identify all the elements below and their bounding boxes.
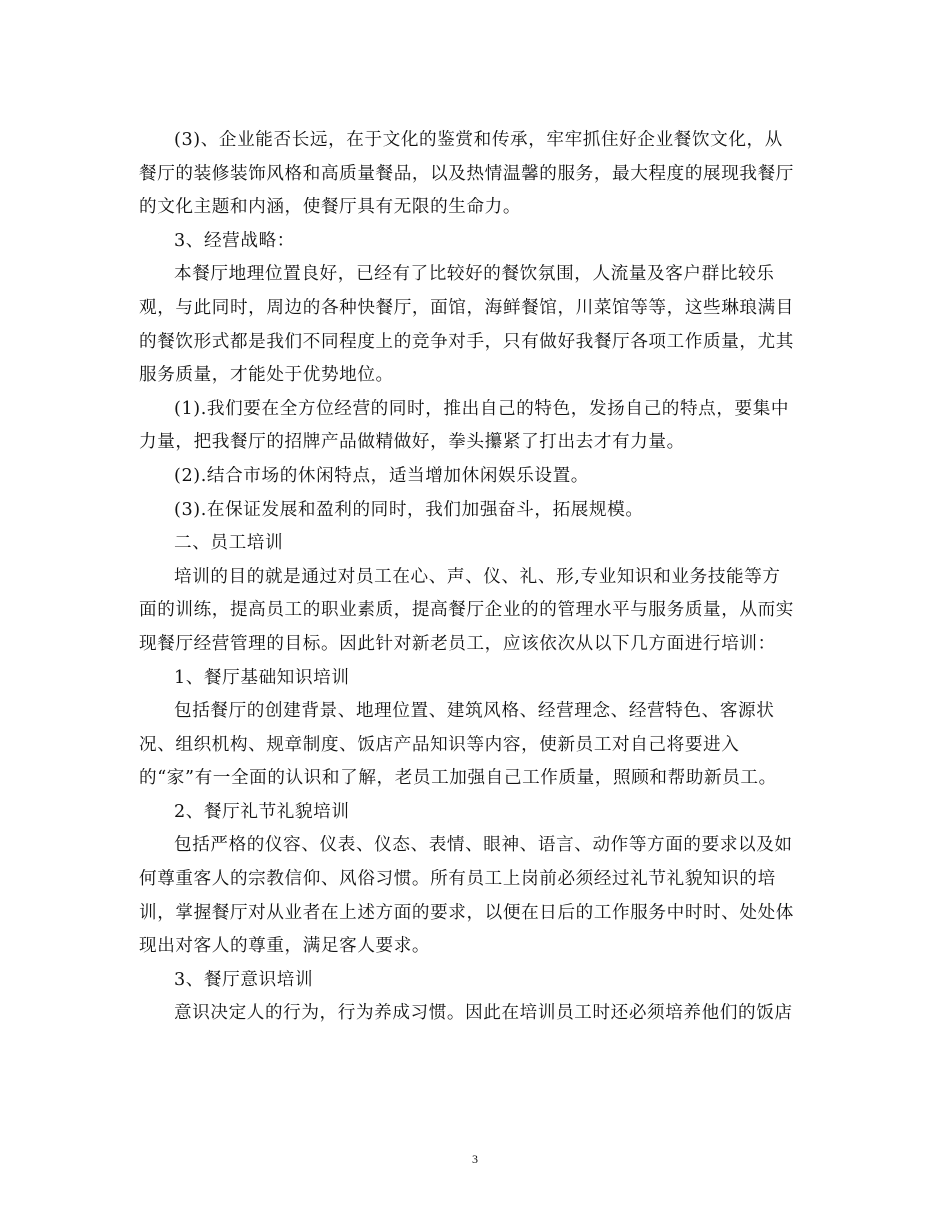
text-line: 何尊重客人的宗教信仰、风俗习惯。所有员工上岗前必须经过礼节礼貌知识的培 (139, 869, 776, 890)
text-line: 现餐厅经营管理的目标。因此针对新老员工，应该依次从以下几方面进行培训： (139, 633, 776, 654)
page-number: 3 (472, 1152, 478, 1166)
text-line: 餐厅的装修装饰风格和高质量餐品，以及热情温馨的服务，最大程度的展现我餐厅 (139, 163, 794, 184)
text-line: 的“家”有一全面的认识和了解，老员工加强自己工作质量，照顾和帮助新员工。 (139, 768, 777, 789)
text-line: 意识决定人的行为，行为养成习惯。因此在培训员工时还必须培养他们的饭店 (174, 1003, 793, 1024)
text-line: (2).结合市场的休闲特点，适当增加休闲娱乐设置。 (174, 465, 589, 486)
text-line: (1).我们要在全方位经营的同时，推出自己的特色，发扬自己的特点，要集中 (174, 398, 790, 419)
text-line: 本餐厅地理位置良好，已经有了比较好的餐饮氛围，人流量及客户群比较乐 (174, 264, 775, 285)
text-line: 服务质量，才能处于优势地位。 (139, 365, 394, 386)
text-line: 训，掌握餐厅对从业者在上述方面的要求，以便在日后的工作服务中时时、处处体 (139, 902, 794, 923)
document-body (139, 124, 815, 1031)
text-line: 包括严格的仪容、仪表、仪态、表情、眼神、语言、动作等方面的要求以及如 (174, 835, 793, 856)
text-line: 面的训练，提高员工的职业素质，提高餐厅企业的的管理水平与服务质量，从而实 (139, 600, 794, 621)
text-line: 观，与此同时，周边的各种快餐厅，面馆，海鲜餐馆，川菜馆等等，这些琳琅满目 (139, 297, 794, 318)
text-line: 3、经营战略： (174, 230, 295, 251)
text-line: 力量，把我餐厅的招牌产品做精做好，拳头攥紧了打出去才有力量。 (139, 432, 685, 453)
text-line: 况、组织机构、规章制度、饭店产品知识等内容，使新员工对自己将要进入 (139, 734, 740, 755)
text-line: 培训的目的就是通过对员工在心、声、仪、礼、形,专业知识和业务技能等方 (174, 566, 781, 587)
text-line: 1、餐厅基础知识培训 (174, 667, 350, 688)
text-line: (3)、企业能否长远，在于文化的鉴赏和传承，牢牢抓住好企业餐饮文化，从 (174, 130, 783, 150)
text-line: 现出对客人的尊重，满足客人要求。 (139, 936, 431, 957)
text-line: 2、餐厅礼节礼貌培训 (174, 801, 350, 822)
text-line: 的文化主题和内涵，使餐厅具有无限的生命力。 (139, 197, 522, 218)
text-line: 二、员工培训 (174, 533, 284, 554)
text-line: 3、餐厅意识培训 (174, 969, 314, 990)
text-line: 包括餐厅的创建背景、地理位置、建筑风格、经营理念、经营特色、客源状 (174, 701, 775, 722)
text-line: (3).在保证发展和盈利的同时，我们加强奋斗，拓展规模。 (174, 499, 644, 520)
text-line: 的餐饮形式都是我们不同程度上的竞争对手，只有做好我餐厅各项工作质量，尤其 (139, 331, 794, 352)
